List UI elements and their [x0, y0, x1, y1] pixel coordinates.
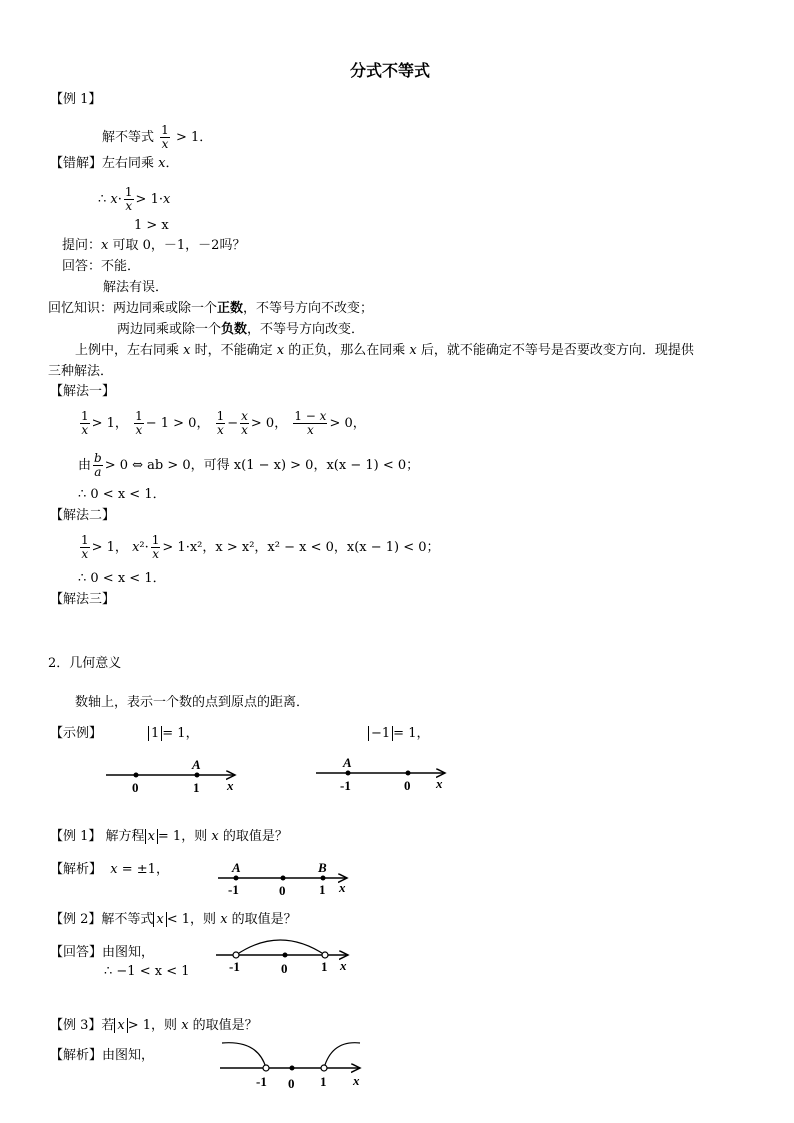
- answer-text: 回答：不能．: [62, 259, 141, 274]
- wrong-step-1: ∴ x· $\frac{1}{x}$ > 1·x: [98, 185, 171, 213]
- tick-0: 0: [288, 1076, 295, 1091]
- wrong-step-2: 1 > x: [134, 218, 169, 233]
- axis-x: x: [436, 776, 443, 791]
- recall-line-1: 回忆知识：两边同乘或除一个正数，不等号方向不改变；: [48, 301, 374, 316]
- problem-statement: 解不等式 $\frac{1}{x}$ > 1．: [102, 123, 213, 151]
- axis-x: x: [340, 958, 347, 973]
- error-note: 解法有误．: [103, 280, 169, 295]
- label-a: A: [232, 860, 241, 875]
- number-line-example-2: [216, 940, 348, 976]
- sample-1-equation: 1 = 1，: [148, 726, 199, 742]
- tick-neg1: -1: [229, 959, 240, 974]
- tick-1: 1: [321, 959, 328, 974]
- tick-0: 0: [281, 961, 288, 976]
- recall-line-2: 两边同乘或除一个负数，不等号方向改变．: [117, 322, 365, 337]
- wrong-solution: 【错解】左右同乘 x．: [50, 156, 179, 171]
- number-line-example-3: [220, 1043, 360, 1091]
- method-1-label: 【解法一】: [50, 384, 116, 399]
- method-3-label: 【解法三】: [50, 592, 116, 607]
- method-1-step-1: $\frac{1}{x}$ > 1， $\frac{1}{x}$ − 1 > 0， $\frac{1}{x}$ − $\frac{x}{x}$ > 0， $\frac{1 - x}{x}$ > 0，: [81, 409, 366, 437]
- definition-text: 数轴上，表示一个数的点到原点的距离．: [75, 695, 310, 710]
- tick-neg1: -1: [256, 1074, 267, 1089]
- label-a: A: [343, 755, 352, 770]
- tick-0: 0: [404, 778, 411, 793]
- tick-neg1: -1: [228, 882, 239, 897]
- label-b: B: [318, 860, 327, 875]
- explanation-paragraph-2: 三种解法．: [48, 364, 114, 379]
- axis-x: x: [227, 778, 234, 793]
- sample-2-equation: −1 = 1，: [368, 726, 429, 742]
- axis-x: x: [339, 880, 346, 895]
- method-1-conclusion: ∴ 0 < x < 1．: [78, 487, 166, 502]
- number-line-sample-1: [106, 757, 235, 795]
- example-label: 【例 1】: [50, 92, 102, 107]
- tick-1: 1: [319, 882, 326, 897]
- q2-line: 【例 2】解不等式 x < 1，则 x 的取值是？: [50, 912, 297, 927]
- section-heading: 2．几何意义: [48, 656, 122, 671]
- q3-line: 【例 3】若 x > 1，则 x 的取值是？: [50, 1018, 258, 1033]
- a1-line: 【解析】 x = ±1，: [50, 862, 169, 877]
- sample-label: 【示例】: [50, 726, 103, 741]
- method-2-label: 【解法二】: [50, 508, 116, 523]
- a2-line: 【回答】由图知，: [50, 945, 155, 960]
- tick-1: 1: [193, 780, 200, 795]
- axis-x: x: [353, 1073, 360, 1088]
- tick-1: 1: [320, 1074, 327, 1089]
- number-line-example-1: [218, 860, 347, 898]
- a2-conclusion: ∴ −1 < x < 1: [104, 964, 190, 979]
- label-a: A: [192, 757, 201, 772]
- method-2-step-1: $\frac{1}{x}$ > 1， x²· $\frac{1}{x}$ > 1·x²，x > x²，x² − x < 0，x(x − 1) < 0；: [81, 533, 440, 561]
- explanation-paragraph: 上例中，左右同乘 x 时，不能确定 x 的正负，那么在同乘 x 后，就不能确定不等号是否要改变方向．现提供: [75, 343, 694, 358]
- tick-neg1: -1: [340, 778, 351, 793]
- a3-line: 【解析】由图知，: [50, 1048, 155, 1063]
- question-text: 提问：x 可取 0，－1，－2吗？: [62, 238, 246, 253]
- q1-line: 【例 1】 解方程 x = 1，则 x 的取值是？: [50, 829, 288, 844]
- tick-0: 0: [132, 780, 139, 795]
- method-2-conclusion: ∴ 0 < x < 1．: [78, 571, 166, 586]
- tick-0: 0: [279, 883, 286, 898]
- page-title: 分式不等式: [350, 61, 431, 80]
- method-1-step-2: 由 $\frac{b}{a}$ > 0 ⇔ ab > 0，可得 x(1 − x) > 0，x(x − 1) < 0；: [78, 451, 420, 479]
- number-line-sample-2: [316, 755, 445, 793]
